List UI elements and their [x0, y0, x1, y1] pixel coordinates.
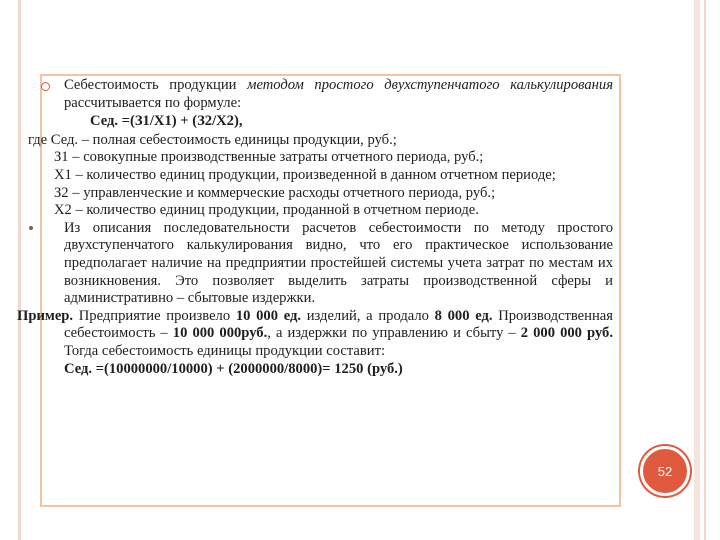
definition-x1: Х1 – количество единиц продукции, произведенной в данном отчетном периоде;	[54, 166, 556, 183]
method-name: методом простого двухступенчатого калькулирования	[247, 77, 613, 93]
formula-result: Сед. =(10000000/10000) + (2000000/8000)= 1250 (руб.)	[64, 360, 403, 377]
intro-paragraph: Себестоимость продукции методом простого двухступенчатого калькулирования рассчитывается по формуле:	[17, 77, 613, 112]
analysis-paragraph: Из описания последовательности расчетов себестоимости по методу простого двухступенчатого калькулирования видно, что его практическое использование предполагает наличие на предприятии простейшей системы учета затрат по местам их возникновения. Это позволяет выделить затраты производственной сферы и административно – сбытовые издержки.	[17, 220, 613, 308]
right-decor-rule-thin	[704, 0, 706, 540]
slide-content	[17, 77, 613, 378]
formula-main: Сед. =(З1/Х1) + (З2/Х2),	[90, 113, 243, 130]
example-label: Пример.	[17, 307, 74, 324]
where-line: где Сед. – полная себестоимость единицы продукции, руб.;	[28, 131, 397, 148]
example-paragraph: Пример. Предприятие произвело 10 000 ед. изделий, а продало 8 000 ед. Производственная себестоимость – 10 000 000руб., а издержки по управлению и сбыту – 2 000 000 руб. Тогда себестоимость единицы продукции составит:	[17, 307, 613, 359]
definition-z2: З2 – управленческие и коммерческие расходы отчетного периода, руб.;	[54, 184, 496, 201]
right-decor-rule	[694, 0, 700, 540]
page-number-badge: 52	[640, 446, 690, 496]
ring-bullet-icon	[41, 82, 50, 91]
definition-x2: Х2 – количество единиц продукции, проданной в отчетном периоде.	[54, 202, 479, 219]
definition-z1: З1 – совокупные производственные затраты отчетного периода, руб.;	[54, 149, 484, 166]
dot-bullet-icon	[29, 226, 33, 230]
